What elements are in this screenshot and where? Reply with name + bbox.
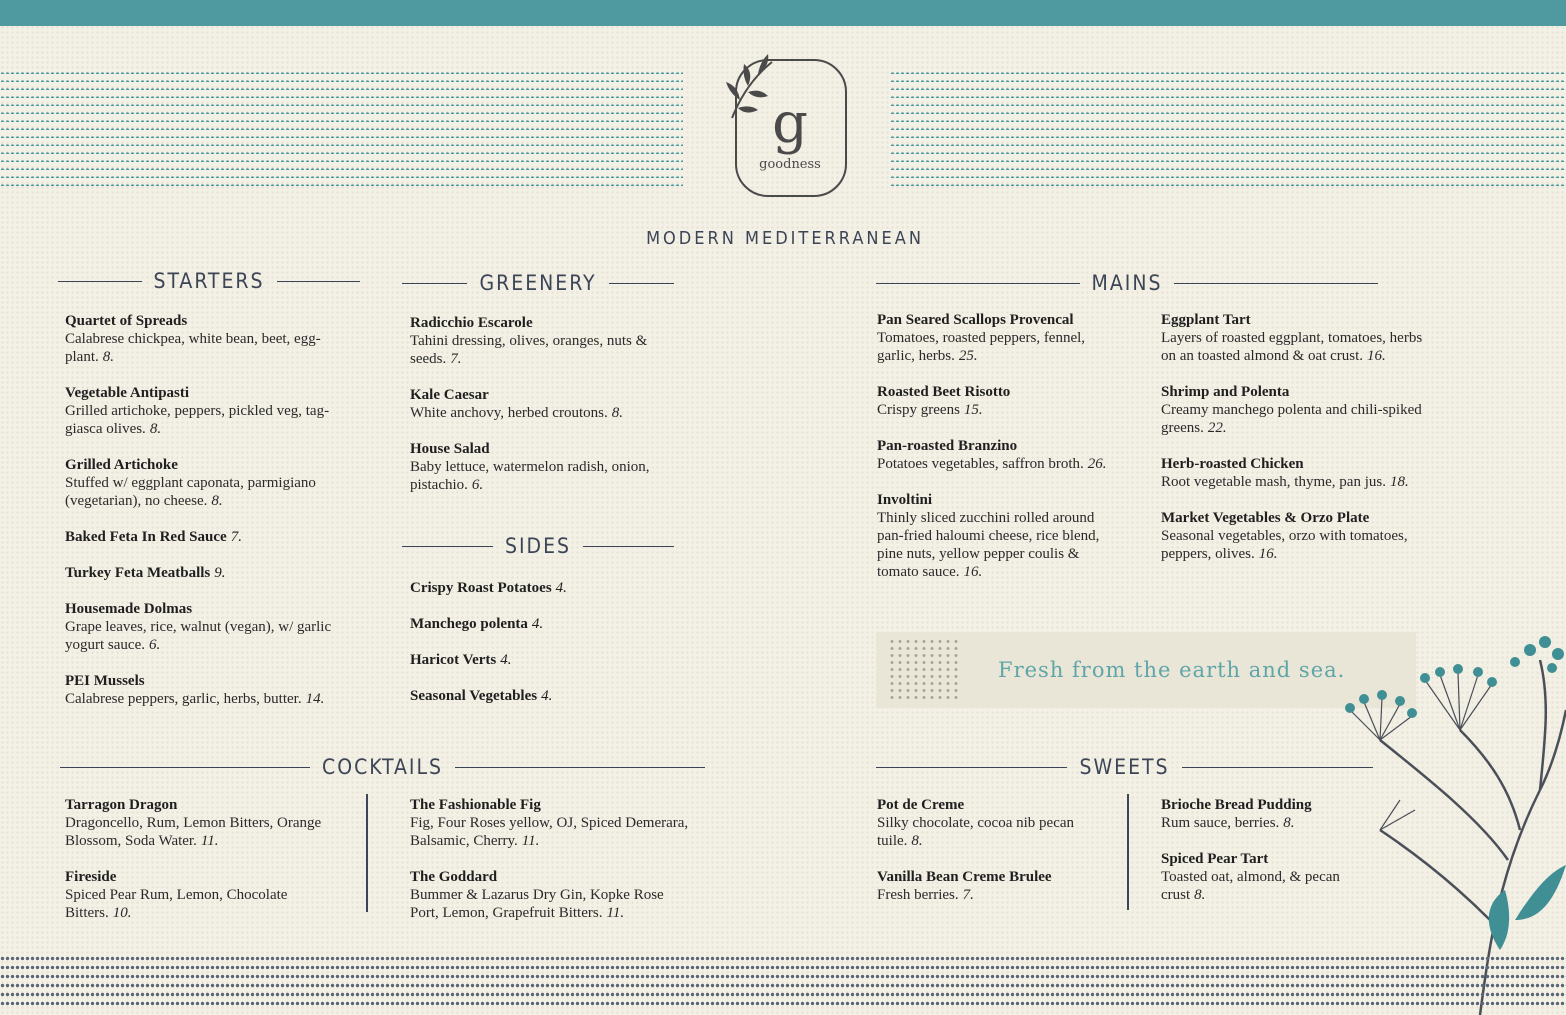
banner-dot-pattern — [888, 638, 958, 702]
slogan-text: Fresh from the earth and sea. — [998, 658, 1346, 682]
menu-item-description-text: Calabrese peppers, garlic, herbs, butter. — [65, 691, 302, 707]
menu-item-title-line — [410, 687, 675, 705]
menu-item-name: Pot de Creme — [877, 797, 965, 813]
menu-item-description — [877, 509, 1122, 581]
menu-item-price: 8. — [1194, 887, 1206, 903]
menu-item — [1161, 383, 1426, 437]
menu-item-description — [1161, 401, 1426, 437]
menu-item-name: House Salad — [410, 441, 490, 457]
mains-list-left — [877, 311, 1122, 599]
sweets-list-right — [1161, 796, 1361, 922]
menu-item — [410, 615, 675, 633]
cocktails-list-left — [65, 796, 345, 940]
menu-item-description-text: Rum sauce, berries. — [1161, 815, 1280, 831]
menu-item — [65, 796, 345, 850]
menu-item-title-line — [410, 796, 690, 814]
menu-item-name: Crispy Roast Potatoes — [410, 580, 552, 596]
menu-item-name: Seasonal Vegetables — [410, 688, 538, 704]
menu-item-name: Vegetable Antipasti — [65, 385, 190, 401]
menu-item-description — [877, 886, 1097, 904]
menu-item-title-line — [65, 528, 345, 546]
menu-item — [65, 456, 345, 510]
menu-item-name: Turkey Feta Meatballs — [65, 565, 211, 581]
menu-item-price: 7. — [450, 351, 462, 367]
menu-item-title-line — [410, 651, 675, 669]
menu-item-description — [877, 814, 1097, 850]
menu-item-title-line — [1161, 509, 1426, 527]
menu-item-price: 11. — [606, 905, 625, 921]
menu-item-description-text: Layers of roasted eggplant, tomatoes, herbs on an toasted almond & oat crust. — [1161, 330, 1423, 364]
menu-item-title-line — [877, 437, 1122, 455]
menu-item-price: 16. — [1258, 546, 1278, 562]
menu-item-description-text: Potatoes vegetables, saffron broth. — [877, 456, 1084, 472]
menu-item-price: 11. — [521, 833, 540, 849]
menu-item-price: 8. — [1283, 815, 1295, 831]
menu-item-title-line — [1161, 455, 1426, 473]
menu-item-description — [65, 330, 345, 366]
menu-item-description — [410, 404, 675, 422]
menu-item-title-line — [410, 314, 675, 332]
menu-item-name: Fireside — [65, 869, 117, 885]
menu-item-name: Radicchio Escarole — [410, 315, 533, 331]
menu-item-description — [1161, 868, 1361, 904]
top-color-bar — [0, 0, 1566, 26]
menu-item-price: 8. — [149, 421, 162, 437]
menu-item-price: 6. — [148, 637, 161, 653]
menu-item — [65, 600, 345, 654]
menu-item-description-text: Bummer & Lazarus Dry Gin, Kopke Rose Port, Lemon, Grapefruit Bitters. — [410, 887, 664, 921]
menu-item-title-line — [65, 868, 345, 886]
menu-item-description — [1161, 527, 1426, 563]
menu-item-description — [1161, 814, 1361, 832]
starters-header — [58, 266, 360, 296]
starters-title: STARTERS — [153, 269, 265, 293]
menu-item — [1161, 311, 1426, 365]
sides-header — [402, 531, 674, 561]
menu-item-price: 4. — [541, 688, 553, 704]
restaurant-tagline: MODERN MEDITERRANEAN — [646, 228, 924, 249]
menu-item-price: 8. — [911, 833, 923, 849]
menu-item — [65, 868, 345, 922]
menu-item-title-line — [65, 672, 345, 690]
menu-item-description — [410, 458, 675, 494]
menu-item-title-line — [410, 579, 675, 597]
menu-item — [65, 384, 345, 438]
menu-item-description-text: Grilled artichoke, peppers, pickled veg, tag-giasca olives. — [65, 403, 330, 437]
menu-item — [410, 386, 675, 422]
menu-item-title-line — [410, 386, 675, 404]
menu-item — [410, 868, 690, 922]
menu-item — [410, 651, 675, 669]
menu-item-name: Manchego polenta — [410, 616, 528, 632]
menu-item-name: Vanilla Bean Creme Brulee — [877, 869, 1052, 885]
menu-item-title-line — [65, 312, 345, 330]
menu-item-price: 8. — [611, 405, 623, 421]
menu-item-title-line — [1161, 850, 1361, 868]
decorative-dot-lines-bottom — [0, 954, 1566, 1010]
mains-header — [876, 268, 1378, 298]
menu-item-title-line — [877, 868, 1097, 886]
menu-item — [65, 528, 345, 546]
menu-item-description-text: Creamy manchego polenta and chili-spiked greens. — [1161, 402, 1422, 436]
menu-item-title-line — [1161, 796, 1361, 814]
menu-item-price: 16. — [963, 564, 983, 580]
menu-item-name: Housemade Dolmas — [65, 601, 193, 617]
menu-item-description-text: Baby lettuce, watermelon radish, onion, pistachio. — [410, 459, 650, 493]
menu-item-name: Brioche Bread Pudding — [1161, 797, 1312, 813]
menu-item-price: 7. — [962, 887, 974, 903]
menu-item-description — [410, 814, 690, 850]
menu-item-price: 4. — [555, 580, 567, 596]
menu-item-description — [410, 332, 675, 368]
menu-item-description — [65, 474, 345, 510]
cocktails-title: COCKTAILS — [322, 755, 443, 779]
menu-item-price: 16. — [1367, 348, 1386, 364]
menu-item — [1161, 850, 1361, 904]
greenery-header — [402, 268, 674, 298]
menu-item-description-text: Tomatoes, roasted peppers, fennel, garlic, herbs. — [877, 330, 1086, 364]
menu-item-description-text: Tahini dressing, olives, oranges, nuts & seeds. — [410, 333, 648, 367]
menu-item-description — [1161, 473, 1426, 491]
mains-list-right — [1161, 311, 1426, 581]
menu-item-description-text: Spiced Pear Rum, Lemon, Chocolate Bitters. — [65, 887, 288, 921]
menu-item — [410, 687, 675, 705]
menu-item-description — [65, 402, 345, 438]
menu-item — [410, 314, 675, 368]
menu-item-title-line — [65, 384, 345, 402]
menu-item-name: Kale Caesar — [410, 387, 489, 403]
menu-item-price: 18. — [1389, 474, 1409, 490]
menu-item-description — [877, 401, 1122, 419]
menu-item-price: 26. — [1087, 456, 1107, 472]
menu-item — [410, 796, 690, 850]
menu-item-name: Herb-roasted Chicken — [1161, 456, 1304, 472]
menu-item-description-text: Root vegetable mash, thyme, pan jus. — [1161, 474, 1386, 490]
menu-item-name: Spiced Pear Tart — [1161, 851, 1269, 867]
menu-item-price: 15. — [963, 402, 983, 418]
menu-item — [877, 796, 1097, 850]
menu-item-price: 9. — [214, 565, 226, 581]
menu-item-title-line — [65, 456, 345, 474]
menu-item-name: Tarragon Dragon — [65, 797, 178, 813]
menu-item-title-line — [877, 383, 1122, 401]
menu-item-name: Pan Seared Scallops Provencal — [877, 312, 1074, 328]
starters-list — [65, 312, 345, 726]
menu-item-title-line — [65, 796, 345, 814]
menu-item-price: 25. — [958, 348, 978, 364]
menu-item-description-text: Grape leaves, rice, walnut (vegan), w/ garlic yogurt sauce. — [65, 619, 332, 653]
menu-item-name: Eggplant Tart — [1161, 312, 1251, 328]
menu-item — [877, 437, 1122, 473]
menu-item-description-text: Fresh berries. — [877, 887, 959, 903]
sweets-list-left — [877, 796, 1097, 922]
menu-item-description — [65, 618, 345, 654]
sweets-column-divider — [1127, 794, 1129, 910]
menu-item-price: 8. — [102, 349, 114, 365]
menu-item-title-line — [410, 440, 675, 458]
menu-item-description-text: Stuffed w/ eggplant caponata, parmigiano (vegetarian), no cheese. — [65, 475, 316, 509]
logo-letter: g — [772, 91, 808, 156]
menu-item-description-text: Toasted oat, almond, & pecan crust — [1161, 869, 1340, 903]
menu-item-title-line — [877, 796, 1097, 814]
cocktails-list-right — [410, 796, 690, 940]
mains-title: MAINS — [1091, 271, 1163, 295]
menu-item-price: 7. — [230, 529, 242, 545]
menu-item-title-line — [410, 868, 690, 886]
menu-item — [877, 311, 1122, 365]
menu-item-price: 4. — [500, 652, 512, 668]
menu-item — [65, 672, 345, 708]
menu-item — [877, 491, 1122, 581]
menu-item-name: Haricot Verts — [410, 652, 497, 668]
menu-item-name: The Fashionable Fig — [410, 797, 541, 813]
menu-item-description — [65, 814, 345, 850]
menu-item-name: Baked Feta In Red Sauce — [65, 529, 227, 545]
cocktails-column-divider — [366, 794, 368, 912]
menu-item-description-text: Thinly sliced zucchini rolled around pan-fried haloumi cheese, rice blend, pine nuts, yellow pepper coulis & tomato sauce. — [877, 510, 1100, 580]
menu-item-name: Shrimp and Polenta — [1161, 384, 1290, 400]
sides-list — [410, 579, 675, 723]
menu-item-title-line — [877, 491, 1122, 509]
decorative-dot-lines-left — [0, 70, 683, 186]
menu-item — [1161, 796, 1361, 832]
menu-item-description — [877, 329, 1122, 365]
menu-item-description-text: Seasonal vegetables, orzo with tomatoes, peppers, olives. — [1161, 528, 1408, 562]
menu-item-description-text: White anchovy, herbed croutons. — [410, 405, 608, 421]
slogan-banner — [876, 632, 1416, 708]
menu-item-description-text: Silky chocolate, cocoa nib pecan tuile. — [877, 815, 1075, 849]
sweets-title: SWEETS — [1079, 755, 1170, 779]
menu-item-price: 6. — [471, 477, 484, 493]
goodness-logo — [722, 48, 848, 200]
menu-item-description-text: Dragoncello, Rum, Lemon Bitters, Orange Blossom, Soda Water. — [65, 815, 322, 849]
menu-item-price: 11. — [200, 833, 219, 849]
greenery-title: GREENERY — [479, 271, 597, 295]
menu-item-price: 4. — [531, 616, 544, 632]
menu-item-description-text: Crispy greens — [877, 402, 960, 418]
menu-item-price: 8. — [211, 493, 223, 509]
menu-item — [877, 383, 1122, 419]
menu-item-description-text: Fig, Four Roses yellow, OJ, Spiced Demerara, Balsamic, Cherry. — [410, 815, 689, 849]
menu-item-name: Roasted Beet Risotto — [877, 384, 1011, 400]
menu-item-description — [877, 455, 1122, 473]
menu-item-description — [1161, 329, 1426, 365]
menu-item-name: Pan-roasted Branzino — [877, 438, 1018, 454]
menu-item-price: 10. — [112, 905, 132, 921]
menu-item — [1161, 509, 1426, 563]
menu-item — [1161, 455, 1426, 491]
menu-item-description — [410, 886, 690, 922]
cocktails-header — [60, 752, 705, 782]
menu-item-title-line — [65, 564, 345, 582]
menu-item — [410, 579, 675, 597]
sides-title: SIDES — [504, 534, 572, 558]
menu-item-title-line — [877, 311, 1122, 329]
menu-item-name: Market Vegetables & Orzo Plate — [1161, 510, 1370, 526]
menu-item-name: PEI Mussels — [65, 673, 145, 689]
sweets-header — [876, 752, 1373, 782]
greenery-list — [410, 314, 675, 512]
menu-item-description-text: Calabrese chickpea, white bean, beet, egg-plant. — [65, 331, 321, 365]
menu-item — [877, 868, 1097, 904]
menu-item — [65, 564, 345, 582]
menu-item-name: Grilled Artichoke — [65, 457, 178, 473]
menu-item — [65, 312, 345, 366]
logo-word: goodness — [759, 157, 821, 172]
menu-item-price: 14. — [305, 691, 325, 707]
menu-item-name: Involtini — [877, 492, 933, 508]
menu-item-title-line — [1161, 311, 1426, 329]
menu-item-name: Quartet of Spreads — [65, 313, 188, 329]
menu-item — [410, 440, 675, 494]
menu-item-price: 22. — [1207, 420, 1227, 436]
menu-item-title-line — [1161, 383, 1426, 401]
menu-item-name: The Goddard — [410, 869, 498, 885]
menu-item-title-line — [65, 600, 345, 618]
menu-item-description — [65, 886, 345, 922]
menu-item-description — [65, 690, 345, 708]
menu-item-title-line — [410, 615, 675, 633]
decorative-dot-lines-right — [890, 70, 1566, 186]
